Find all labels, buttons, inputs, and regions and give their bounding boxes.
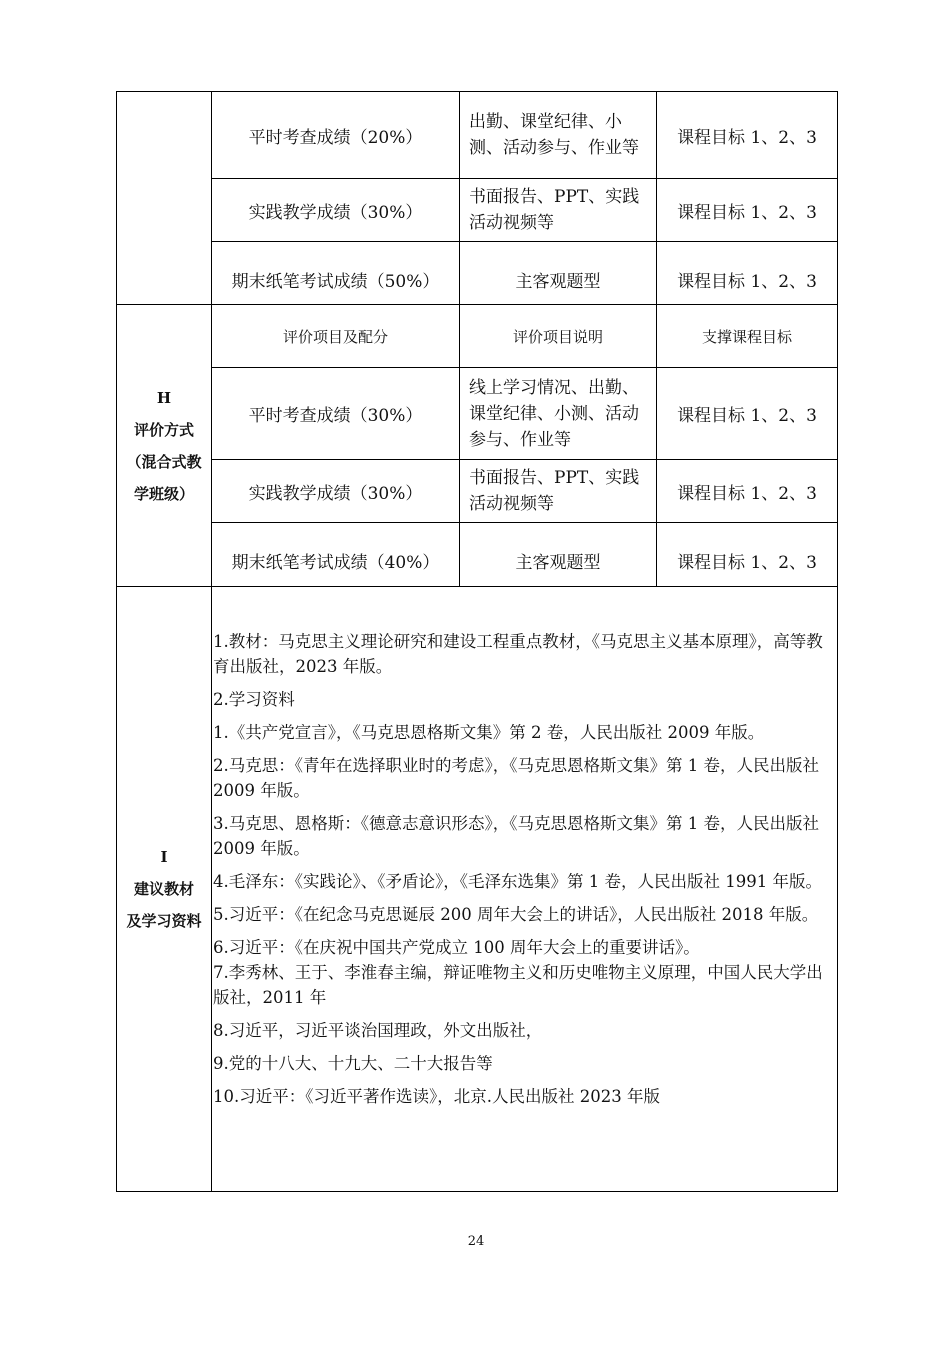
table-row xyxy=(117,92,838,179)
column-header-description: 评价项目说明 xyxy=(460,305,657,368)
assessment-item: 平时考查成绩（30%） xyxy=(212,368,460,460)
assessment-description: 书面报告、PPT、实践活动视频等 xyxy=(460,179,657,242)
assessment-description: 主客观题型 xyxy=(460,242,657,305)
supported-goal: 课程目标 1、2、3 xyxy=(657,368,838,460)
materials-cell xyxy=(212,587,838,1192)
assessment-item: 平时考查成绩（20%） xyxy=(212,92,460,179)
supported-goal: 课程目标 1、2、3 xyxy=(657,92,838,179)
section-h-label xyxy=(117,305,212,587)
supported-goal: 课程目标 1、2、3 xyxy=(657,460,838,523)
assessment-description: 主客观题型 xyxy=(460,523,657,587)
assessment-description: 书面报告、PPT、实践活动视频等 xyxy=(460,460,657,523)
section-g-label-cell xyxy=(117,92,212,305)
list-item: 1.《共产党宣言》，《马克思恩格斯文集》第 2 卷，人民出版社 2009 年版。 xyxy=(213,723,765,742)
table-row xyxy=(117,305,838,368)
supported-goal: 课程目标 1、2、3 xyxy=(657,242,838,305)
list-item: 4.毛泽东：《实践论》、《矛盾论》，《毛泽东选集》第 1 卷，人民出版社 1991 年版。 xyxy=(213,872,822,891)
page-number: 24 xyxy=(467,1234,485,1249)
table-row xyxy=(117,460,838,523)
assessment-item: 实践教学成绩（30%） xyxy=(212,460,460,523)
section-i-label xyxy=(117,587,212,1192)
textbook-entry: 1.教材：马克思主义理论研究和建设工程重点教材，《马克思主义基本原理》，高等教育出版社，2023 年版。 xyxy=(213,632,823,676)
section-title: 及学习资料 xyxy=(126,912,202,930)
section-letter: H xyxy=(156,388,172,407)
assessment-description: 线上学习情况、出勤、课堂纪律、小测、活动参与、作业等 xyxy=(460,368,657,460)
list-item: 10.习近平：《习近平著作选读》，北京.人民出版社 2023 年版 xyxy=(213,1087,660,1106)
section-title: 建议教材 xyxy=(133,880,194,898)
supported-goal: 课程目标 1、2、3 xyxy=(657,179,838,242)
list-item: 3.马克思、恩格斯：《德意志意识形态》，《马克思恩格斯文集》第 1 卷，人民出版社 2009 年版。 xyxy=(213,814,819,858)
list-item: 7.李秀林、王于、李淮春主编，辩证唯物主义和历史唯物主义原理，中国人民大学出版社，2011 年 xyxy=(213,963,823,1007)
column-header-goal: 支撑课程目标 xyxy=(657,305,838,368)
list-item: 9.党的十八大、十九大、二十大报告等 xyxy=(213,1054,493,1073)
table-row xyxy=(117,179,838,242)
section-subtitle: 学班级） xyxy=(133,484,194,503)
supported-goal: 课程目标 1、2、3 xyxy=(657,523,838,587)
course-assessment-table xyxy=(116,91,838,1192)
section-subtitle: （混合式教 xyxy=(126,452,202,471)
section-title: 评价方式 xyxy=(133,420,194,439)
table-row xyxy=(117,587,838,1192)
assessment-item: 实践教学成绩（30%） xyxy=(212,179,460,242)
assessment-item: 期末纸笔考试成绩（40%） xyxy=(212,523,460,587)
section-letter: I xyxy=(160,848,168,866)
table-row xyxy=(117,523,838,587)
materials-heading: 2.学习资料 xyxy=(213,690,295,709)
column-header-item: 评价项目及配分 xyxy=(212,305,460,368)
list-item: 5.习近平：《在纪念马克思诞辰 200 周年大会上的讲话》，人民出版社 2018 年版。 xyxy=(213,905,819,924)
list-item: 8.习近平，习近平谈治国理政，外文出版社， xyxy=(213,1021,543,1040)
assessment-item: 期末纸笔考试成绩（50%） xyxy=(212,242,460,305)
assessment-description: 出勤、课堂纪律、小测、活动参与、作业等 xyxy=(460,92,657,179)
table-row xyxy=(117,368,838,460)
list-item: 2.马克思：《青年在选择职业时的考虑》，《马克思恩格斯文集》第 1 卷，人民出版社 2009 年版。 xyxy=(213,756,819,800)
list-item: 6.习近平：《在庆祝中国共产党成立 100 周年大会上的重要讲话》。 xyxy=(213,938,700,957)
table-row xyxy=(117,242,838,305)
